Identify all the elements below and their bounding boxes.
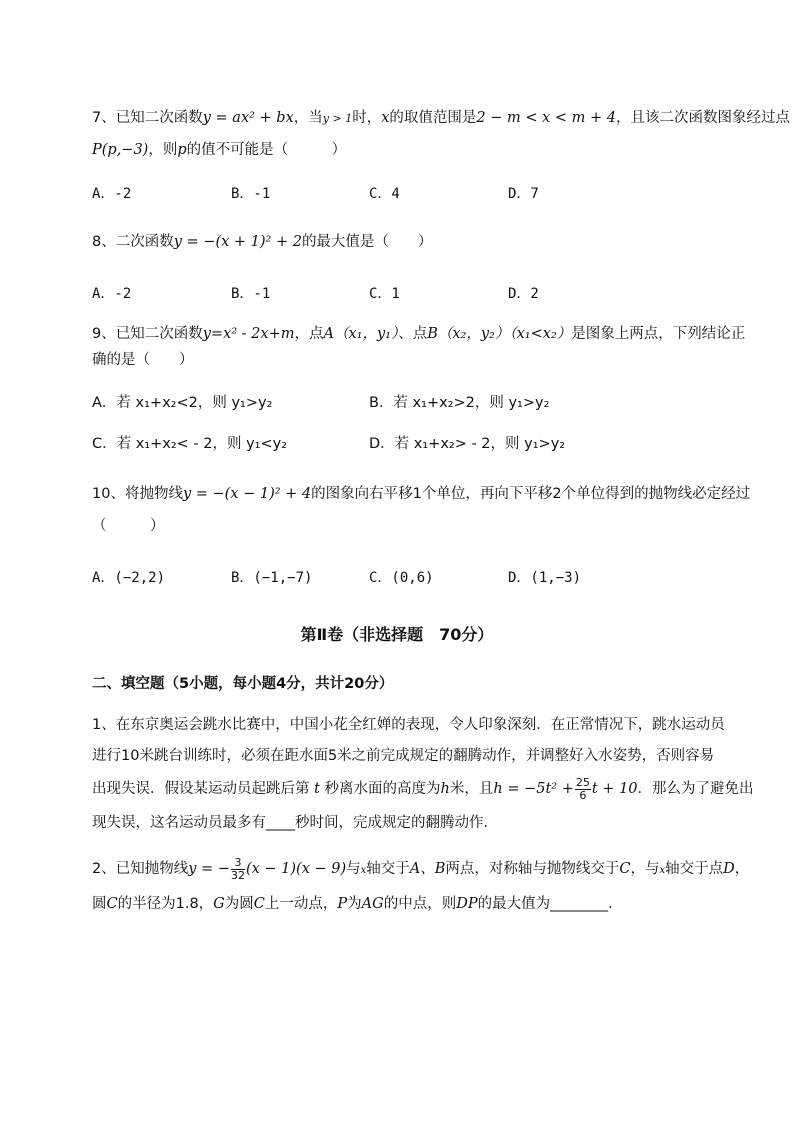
q10-line2: （ ） [92,518,165,534]
f1-fraction: $\frac{25}{6}$ [575,775,590,802]
q8-option-d[interactable]: D．2 [508,286,539,302]
section-heading: 二、填空题（5小题，每小题4分，共计20分） [92,676,394,692]
q10-line1: 10、将抛物线y = −(x − 1)² + 4的图象向右平移1个单位，再向下平移2个单位得到的抛物线必定经过 [92,486,751,502]
q10-option-d[interactable]: D．(1,−3) [508,570,582,586]
f1-line3: 出现失误．假设某运动员起跳后第 t 秒离水面的高度为h米，且h = −5t² + $\frac{25}{6}$ t + 10．那么为了避免出 [92,775,754,802]
q7-eq: y = ax² + bx [202,110,294,126]
f2-fraction: $\frac{3}{32}$ [230,855,245,882]
q9-line1: 9、已知二次函数y=x² - 2x+m，点A（x₁，y₁）、点B（x₂，y₂）（x₁<x₂）是图象上两点，下列结论正 [92,326,746,342]
q7-point: P(p,−3) [92,142,149,158]
q8-option-a[interactable]: A．-2 [92,286,132,302]
q7-option-b[interactable]: B．-1 [231,186,271,202]
f2-line1: 2、已知抛物线y = − $\frac{3}{32}$ (x − 1)(x − 9)与x轴交于A、B两点，对称轴与抛物线交于C，与x轴交于点D， [92,855,750,882]
q9-option-c[interactable]: C．若 x₁+x₂< - 2，则 y₁<y₂ [92,436,288,452]
q10-eq: y = −(x − 1)² + 4 [182,486,312,502]
q9-line2: 确的是（ ） [92,352,194,368]
q8-option-c[interactable]: C．1 [369,286,400,302]
q8-line: 8、二次函数y = −(x + 1)² + 2的最大值是（ ） [92,234,433,250]
q7-line2: P(p,−3)，则p的值不可能是（ ） [92,142,347,158]
q9-option-d[interactable]: D．若 x₁+x₂> - 2，则 y₁>y₂ [369,436,566,452]
q10-option-b[interactable]: B．(−1,−7) [231,570,313,586]
q10-option-c[interactable]: C．(0,6) [369,570,434,586]
q7-range: 2 − m < x < m + 4 [476,110,616,126]
q9-eq: y=x² - 2x+m [202,326,295,342]
q8-eq: y = −(x + 1)² + 2 [173,234,302,250]
part2-title: 第Ⅱ卷（非选择题 70分） [300,625,494,644]
q10-option-a[interactable]: A．(−2,2) [92,570,166,586]
q7-option-a[interactable]: A．-2 [92,186,132,202]
f2-line2: 圆C的半径为1.8，G为圆C上一动点，P为AG的中点，则DP的最大值为________． [92,896,623,912]
q7-line1: 7、已知二次函数y = ax² + bx，当y > 1时，x的取值范围是2 − m < x < m + 4，且该二次函数图象经过点 [92,110,790,126]
f1-line4: 现失误，这名运动员最多有____秒时间，完成规定的翻腾动作． [92,815,498,831]
f1-line1: 1、在东京奥运会跳水比赛中，中国小花全红婵的表现，令人印象深刻．在正常情况下，跳水运动员 [92,717,725,733]
q7-option-d[interactable]: D．7 [508,186,539,202]
q7-option-c[interactable]: C．4 [369,186,400,202]
q9-option-a[interactable]: A．若 x₁+x₂<2，则 y₁>y₂ [92,395,273,411]
q9-option-b[interactable]: B．若 x₁+x₂>2，则 y₁>y₂ [369,395,550,411]
f1-line2: 进行10米跳台训练时，必须在距水面5米之前完成规定的翻腾动作，并调整好入水姿势，否则容易 [92,748,715,764]
q8-option-b[interactable]: B．-1 [231,286,271,302]
